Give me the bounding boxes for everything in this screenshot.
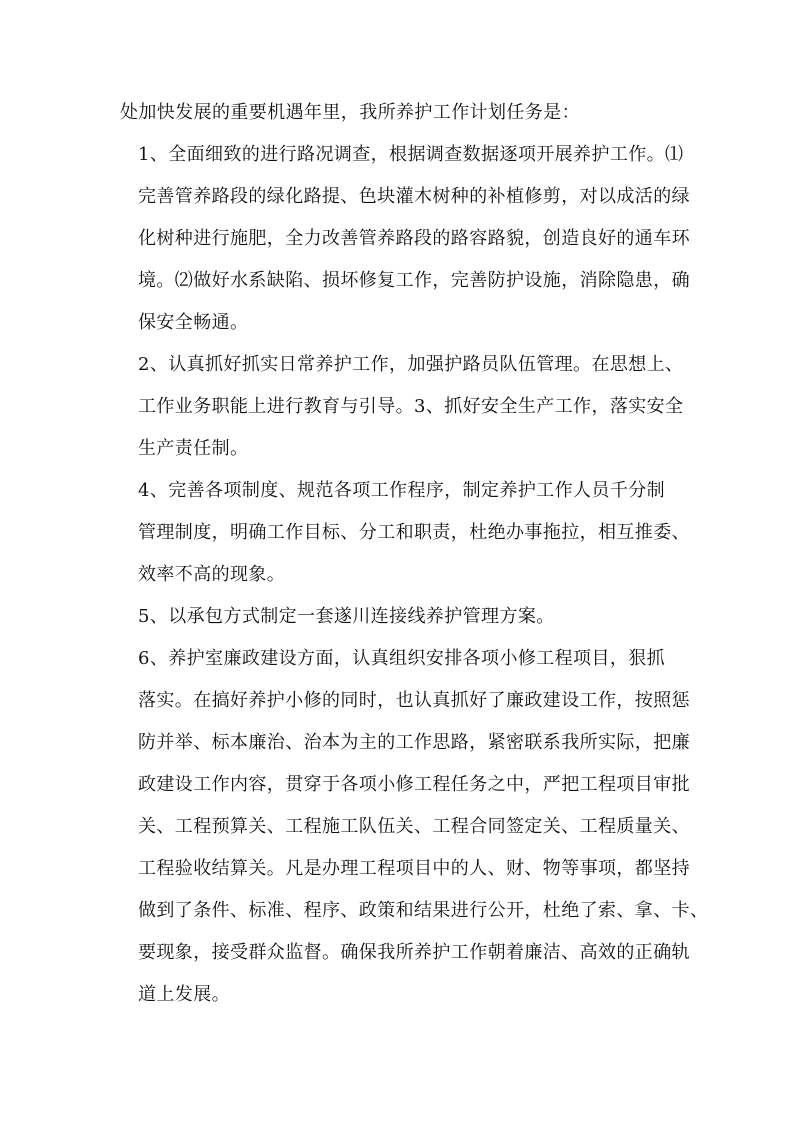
text-line: 2、认真抓好抓实日常养护工作，加强护路员队伍管理。在思想上、: [138, 354, 684, 375]
text-line: 境。⑵做好水系缺陷、损坏修复工作，完善防护设施，消除隐患，确: [138, 270, 690, 291]
text-line: 完善管养路段的绿化路提、色块灌木树种的补植修剪，对以成活的绿: [138, 186, 690, 207]
text-line: 落实。在搞好养护小修的同时，也认真抓好了廉政建设工作，按照惩: [138, 690, 690, 711]
text-line: 政建设工作内容，贯穿于各项小修工程任务之中，严把工程项目审批: [138, 774, 690, 795]
text-line: 5、以承包方式制定一套遂川连接线养护管理方案。: [138, 606, 555, 627]
text-line: 保安全畅通。: [138, 312, 249, 333]
text-line: 管理制度，明确工作目标、分工和职责，杜绝办事拖拉，相互推委、: [138, 522, 690, 543]
paragraph-item-4: [120, 470, 690, 596]
text-line: 6、养护室廉政建设方面，认真组织安排各项小修工程项目，狠抓: [138, 648, 666, 669]
text-line: 效率不高的现象。: [138, 564, 286, 585]
text-line: 防并举、标本廉治、治本为主的工作思路，紧密联系我所实际，把廉: [138, 732, 690, 753]
text-line: 道上发展。: [138, 984, 230, 1005]
text-line: 1、全面细致的进行路况调查，根据调查数据逐项开展养护工作。⑴: [138, 144, 684, 165]
paragraph-item-2-3: [120, 344, 684, 470]
paragraph-item-1: [120, 134, 690, 344]
document-page: [120, 92, 709, 1016]
paragraph-item-6: [120, 638, 709, 1016]
text-line: 工程验收结算关。凡是办理工程项目中的人、财、物等事项，都坚持: [138, 858, 690, 879]
paragraph-item-5: [120, 596, 676, 638]
text-line: 做到了条件、标准、程序、政策和结果进行公开，杜绝了索、拿、卡、: [138, 900, 709, 921]
text-line: 工作业务职能上进行教育与引导。3、抓好安全生产工作，落实安全: [138, 396, 684, 417]
paragraph-intro: [120, 92, 676, 134]
text-line: 化树种进行施肥，全力改善管养路段的路容路貌，创造良好的通车环: [138, 228, 690, 249]
text-line: 4、完善各项制度、规范各项工作程序，制定养护工作人员千分制: [138, 480, 666, 501]
text-line: 关、工程预算关、工程施工队伍关、工程合同签定关、工程质量关、: [138, 816, 690, 837]
text-line: 处加快发展的重要机遇年里，我所养护工作计划任务是：: [120, 102, 580, 123]
text-line: 生产责任制。: [138, 438, 249, 459]
text-line: 要现象，接受群众监督。确保我所养护工作朝着廉洁、高效的正确轨: [138, 942, 690, 963]
